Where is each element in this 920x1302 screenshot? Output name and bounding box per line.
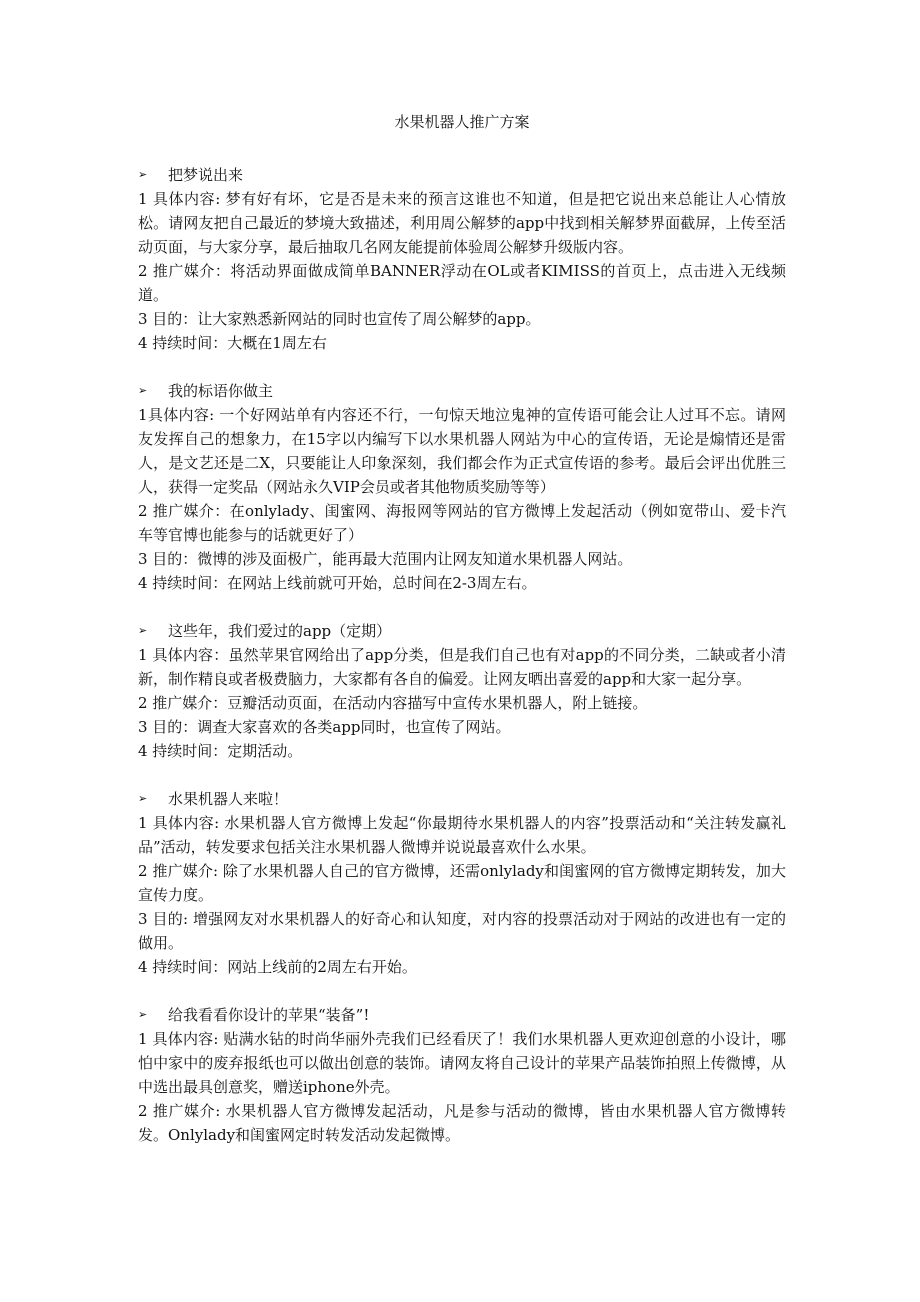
paragraph: 4 持续时间：网站上线前的2周左右开始。	[138, 958, 417, 976]
paragraph: 3 目的：让大家熟悉新网站的同时也宣传了周公解梦的app。	[138, 310, 541, 328]
paragraph: 3 目的：调查大家喜欢的各类app同时，也宣传了网站。	[138, 718, 511, 736]
paragraph: 4 持续时间：定期活动。	[138, 742, 303, 760]
arrow-bullet-icon: ➢	[138, 384, 148, 397]
section-heading	[138, 379, 786, 403]
section-heading	[138, 619, 786, 643]
section-heading	[138, 1003, 786, 1027]
arrow-bullet-icon: ➢	[138, 168, 148, 181]
document-page	[138, 110, 786, 1171]
section-heading	[138, 163, 786, 187]
section-heading-text: 给我看看你设计的苹果“装备”!	[168, 1006, 370, 1024]
document-title: 水果机器人推广方案	[394, 113, 530, 131]
paragraph: 4 持续时间：大概在1周左右	[138, 334, 327, 352]
arrow-bullet-icon: ➢	[138, 792, 148, 805]
section-apple-gear	[138, 1003, 786, 1147]
paragraph: 3 目的：微博的涉及面极广，能再最大范围内让网友知道水果机器人网站。	[138, 550, 633, 568]
paragraph: 1 具体内容: 梦有好有坏，它是否是未来的预言这谁也不知道，但是把它说出来总能让人心情放松。请网友把自己最近的梦境大致描述，利用周公解梦的app中找到相关解梦界面截屏，上传至活动页面，与大家分享，最后抽取几名网友能提前体验周公解梦升级版内容。	[138, 190, 786, 256]
paragraph: 2 推广媒介: 除了水果机器人自己的官方微博，还需onlylady和闺蜜网的官方微博定期转发，加大宣传力度。	[138, 862, 786, 904]
paragraph: 1 具体内容: 贴满水钻的时尚华丽外壳我们已经看厌了！我们水果机器人更欢迎创意的小设计，哪怕中家中的废弃报纸也可以做出创意的装饰。请网友将自己设计的苹果产品装饰拍照上传微博，从中选出最具创意奖，赠送iphone外壳。	[138, 1030, 786, 1096]
paragraph: 1 具体内容: 水果机器人官方微博上发起“你最期待水果机器人的内容”投票活动和“关注转发赢礼品”活动，转发要求包括关注水果机器人微博并说说最喜欢什么水果。	[138, 814, 786, 856]
section-heading-text: 我的标语你做主	[168, 382, 274, 400]
section-heading	[138, 787, 786, 811]
paragraph: 4 持续时间：在网站上线前就可开始，总时间在2-3周左右。	[138, 574, 537, 592]
section-heading-text: 水果机器人来啦！	[168, 790, 289, 808]
section-apps	[138, 619, 786, 763]
paragraph: 2 推广媒介：将活动界面做成简单BANNER浮动在OL或者KIMISS的首页上，点击进入无线频道。	[138, 262, 786, 304]
section-slogan	[138, 379, 786, 595]
section-robot-coming	[138, 787, 786, 979]
section-heading-text: 把梦说出来	[168, 166, 244, 184]
arrow-bullet-icon: ➢	[138, 1008, 148, 1021]
paragraph: 3 目的: 增强网友对水果机器人的好奇心和认知度，对内容的投票活动对于网站的改进也有一定的做用。	[138, 910, 786, 952]
paragraph: 1具体内容: 一个好网站单有内容还不行，一句惊天地泣鬼神的宣传语可能会让人过耳不忘。请网友发挥自己的想象力，在15字以内编写下以水果机器人网站为中心的宣传语，无论是煽情还是雷人，是文艺还是二X，只要能让人印象深刻，我们都会作为正式宣传语的参考。最后会评出优胜三人，获得一定奖品（网站永久VIP会员或者其他物质奖励等等）	[138, 406, 786, 496]
arrow-bullet-icon: ➢	[138, 624, 148, 637]
paragraph: 2 推广媒介: 水果机器人官方微博发起活动，凡是参与活动的微博，皆由水果机器人官方微博转发。Onlylady和闺蜜网定时转发活动发起微博。	[138, 1102, 786, 1144]
paragraph: 2 推广媒介：豆瓣活动页面，在活动内容描写中宣传水果机器人，附上链接。	[138, 694, 648, 712]
section-dream	[138, 163, 786, 355]
paragraph: 2 推广媒介：在onlylady、闺蜜网、海报网等网站的官方微博上发起活动（例如宽带山、爱卡汽车等官博也能参与的话就更好了）	[138, 502, 786, 544]
section-heading-text: 这些年，我们爱过的app（定期）	[168, 622, 392, 640]
paragraph: 1 具体内容：虽然苹果官网给出了app分类，但是我们自己也有对app的不同分类，二缺或者小清新，制作精良或者极费脑力，大家都有各自的偏爱。让网友晒出喜爱的app和大家一起分享。	[138, 646, 786, 688]
